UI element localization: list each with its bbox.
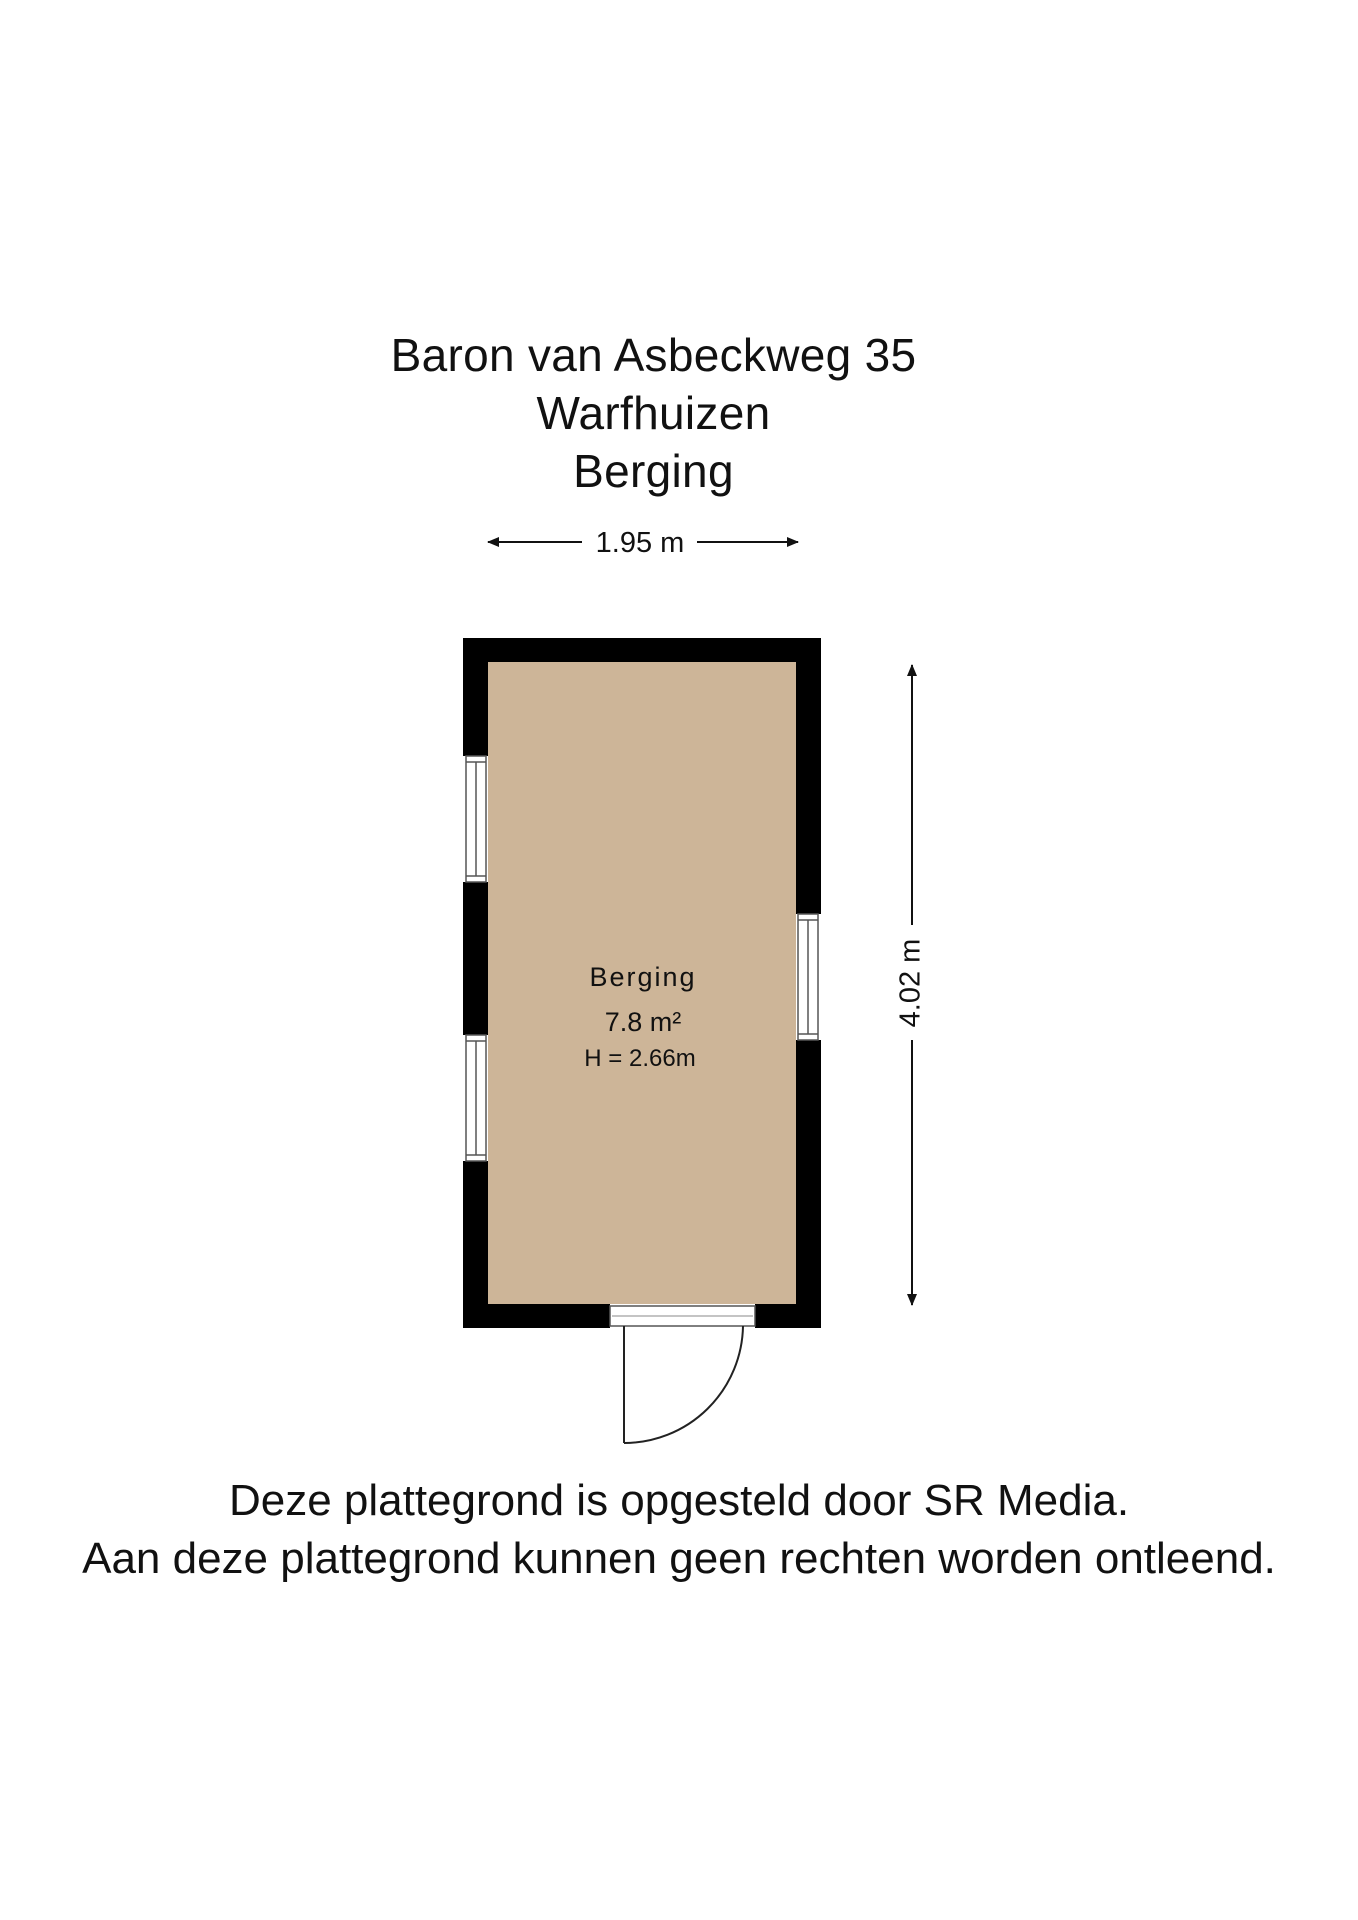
room-area: 7.8 m² [604, 1007, 682, 1037]
disclaimer-line-1: Deze plattegrond is opgesteld door SR Media. [228, 1476, 1130, 1525]
wall-top [463, 638, 821, 662]
city-title: Warfhuizen [536, 387, 771, 439]
wall-left-lower [463, 1161, 488, 1328]
wall-left-upper [463, 638, 488, 756]
address-title: Baron van Asbeckweg 35 [390, 329, 917, 381]
window-left-upper [466, 756, 486, 882]
depth-label: 4.02 m [894, 938, 927, 1028]
window-left-lower [466, 1035, 486, 1161]
wall-left-middle [463, 882, 488, 1035]
room-name: Berging [589, 962, 697, 992]
wall-right-lower [796, 1040, 821, 1328]
depth-dimension [895, 665, 927, 1305]
door-swing-arc [624, 1326, 743, 1443]
disclaimer-line-2: Aan deze plattegrond kunnen geen rechten worden ontleend. [82, 1534, 1276, 1583]
room-height: H = 2.66m [584, 1045, 696, 1072]
wall-right-upper [796, 638, 821, 914]
floor-title: Berging [573, 445, 734, 497]
door [610, 1306, 755, 1443]
disclaimer [0, 1472, 1358, 1588]
width-dimension [488, 527, 798, 559]
window-right [798, 914, 818, 1040]
width-label: 1.95 m [595, 527, 685, 559]
wall-bottom-right [755, 1304, 821, 1328]
wall-bottom-left [463, 1304, 610, 1328]
